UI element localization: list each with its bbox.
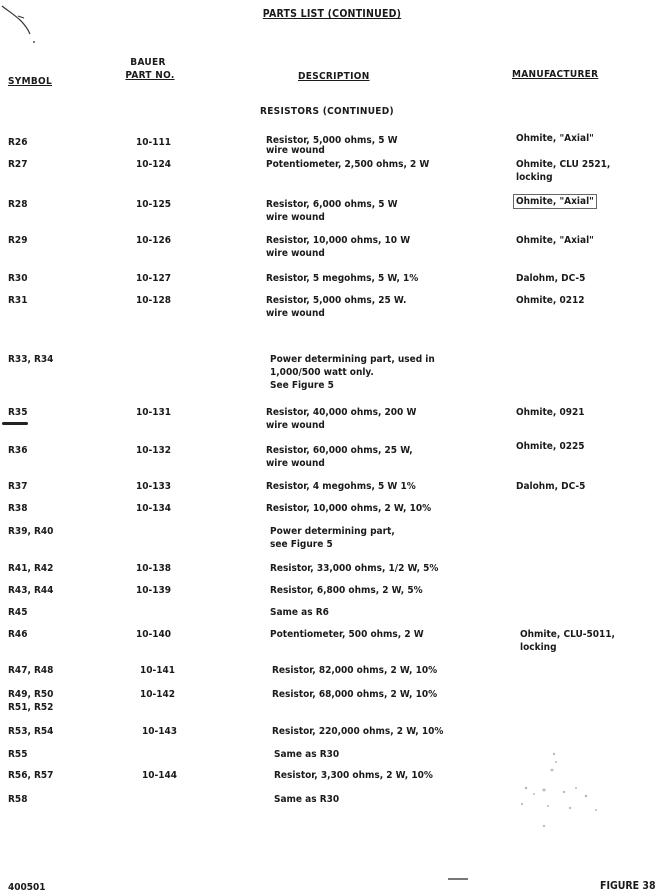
row-symbol: R27 <box>8 159 28 170</box>
row-description: Potentiometer, 500 ohms, 2 W <box>270 629 424 640</box>
row-manufacturer: Ohmite, "Axial" <box>513 194 597 209</box>
row-description: Resistor, 82,000 ohms, 2 W, 10% <box>272 665 438 676</box>
row-description: Same as R30 <box>274 749 340 760</box>
header-description: DESCRIPTION <box>298 71 370 82</box>
row-symbol: R26 <box>8 137 28 148</box>
row-symbol: R33, R34 <box>8 354 54 365</box>
row-symbol: R53, R54 <box>8 726 54 737</box>
row-manufacturer: Dalohm, DC-5 <box>516 273 586 284</box>
row-part-no: 10-128 <box>136 295 172 306</box>
row-symbol: R28 <box>8 199 28 210</box>
section-title: RESISTORS (CONTINUED) <box>260 106 394 117</box>
row-part-no: 10-144 <box>142 770 178 781</box>
header-manufacturer: MANUFACTURER <box>512 69 599 80</box>
page-title: PARTS LIST (CONTINUED) <box>262 8 402 20</box>
row-description: Resistor, 5,000 ohms, 25 W. wire wound <box>266 295 407 319</box>
scan-mark-bottom <box>448 878 468 880</box>
row-description: Resistor, 10,000 ohms, 2 W, 10% <box>266 503 432 514</box>
row-manufacturer: Ohmite, CLU-5011, locking <box>520 629 615 653</box>
row-symbol: R39, R40 <box>8 526 54 537</box>
row-symbol: R46 <box>8 629 28 640</box>
row-symbol: R49, R50 R51, R52 <box>8 689 54 713</box>
row-symbol: R30 <box>8 273 28 284</box>
row-description: Resistor, 5,000 ohms, 5 W wire wound <box>266 135 398 156</box>
row-part-no: 10-124 <box>136 159 172 170</box>
row-description: Resistor, 6,800 ohms, 2 W, 5% <box>270 585 423 596</box>
row-description: Resistor, 68,000 ohms, 2 W, 10% <box>272 689 438 700</box>
header-symbol: SYMBOL <box>8 76 52 87</box>
row-part-no: 10-127 <box>136 273 172 284</box>
row-description: Resistor, 5 megohms, 5 W, 1% <box>266 273 419 284</box>
row-description: Resistor, 220,000 ohms, 2 W, 10% <box>272 726 444 737</box>
row-manufacturer: Ohmite, 0921 <box>516 407 585 418</box>
header-part-no-line1: BAUER <box>130 57 166 68</box>
row-description: Potentiometer, 2,500 ohms, 2 W <box>266 159 430 170</box>
row-part-no: 10-143 <box>142 726 178 737</box>
row-description: Resistor, 40,000 ohms, 200 W wire wound <box>266 407 417 431</box>
row-symbol: R43, R44 <box>8 585 54 596</box>
row-symbol: R45 <box>8 607 28 618</box>
row-part-no: 10-126 <box>136 235 172 246</box>
row-symbol: R56, R57 <box>8 770 54 781</box>
row-manufacturer: Ohmite, "Axial" <box>516 235 594 246</box>
row-description: Resistor, 6,000 ohms, 5 W wire wound <box>266 199 398 223</box>
row-symbol: R37 <box>8 481 28 492</box>
scan-underline-mark <box>2 422 28 425</box>
scan-noise-mark <box>514 748 604 838</box>
row-description: Resistor, 4 megohms, 5 W 1% <box>266 481 416 492</box>
row-manufacturer: Ohmite, 0225 <box>516 441 585 452</box>
row-part-no: 10-111 <box>136 137 172 148</box>
row-manufacturer: Ohmite, "Axial" <box>516 133 594 144</box>
row-description: Same as R6 <box>270 607 329 618</box>
row-part-no: 10-141 <box>140 665 176 676</box>
row-symbol: R35 <box>8 407 28 418</box>
row-symbol: R55 <box>8 749 28 760</box>
row-description: Resistor, 10,000 ohms, 10 W wire wound <box>266 235 411 259</box>
header-part-no-line2: PART NO. <box>125 70 175 81</box>
row-part-no: 10-142 <box>140 689 176 700</box>
row-symbol: R31 <box>8 295 28 306</box>
row-description: Resistor, 33,000 ohms, 1/2 W, 5% <box>270 563 439 574</box>
row-part-no: 10-132 <box>136 445 172 456</box>
row-symbol: R41, R42 <box>8 563 54 574</box>
row-symbol: R58 <box>8 794 28 805</box>
footer-figure-label: FIGURE 38 <box>600 880 656 892</box>
row-manufacturer: Dalohm, DC-5 <box>516 481 586 492</box>
row-description: Resistor, 60,000 ohms, 25 W, wire wound <box>266 445 413 469</box>
row-description: Same as R30 <box>274 794 340 805</box>
row-manufacturer: Ohmite, CLU 2521, locking <box>516 159 611 183</box>
row-part-no: 10-138 <box>136 563 172 574</box>
row-part-no: 10-133 <box>136 481 172 492</box>
row-symbol: R38 <box>8 503 28 514</box>
row-description: Resistor, 3,300 ohms, 2 W, 10% <box>274 770 433 781</box>
row-part-no: 10-131 <box>136 407 172 418</box>
row-description: Power determining part, used in 1,000/500 watt only. See Figure 5 <box>270 354 435 391</box>
row-manufacturer: Ohmite, 0212 <box>516 295 585 306</box>
row-symbol: R36 <box>8 445 28 456</box>
row-symbol: R47, R48 <box>8 665 54 676</box>
row-part-no: 10-134 <box>136 503 172 514</box>
row-symbol: R29 <box>8 235 28 246</box>
row-part-no: 10-140 <box>136 629 172 640</box>
row-part-no: 10-125 <box>136 199 172 210</box>
row-part-no: 10-139 <box>136 585 172 596</box>
footer-document-number: 400501 <box>8 882 46 893</box>
row-description: Power determining part, see Figure 5 <box>270 526 395 550</box>
